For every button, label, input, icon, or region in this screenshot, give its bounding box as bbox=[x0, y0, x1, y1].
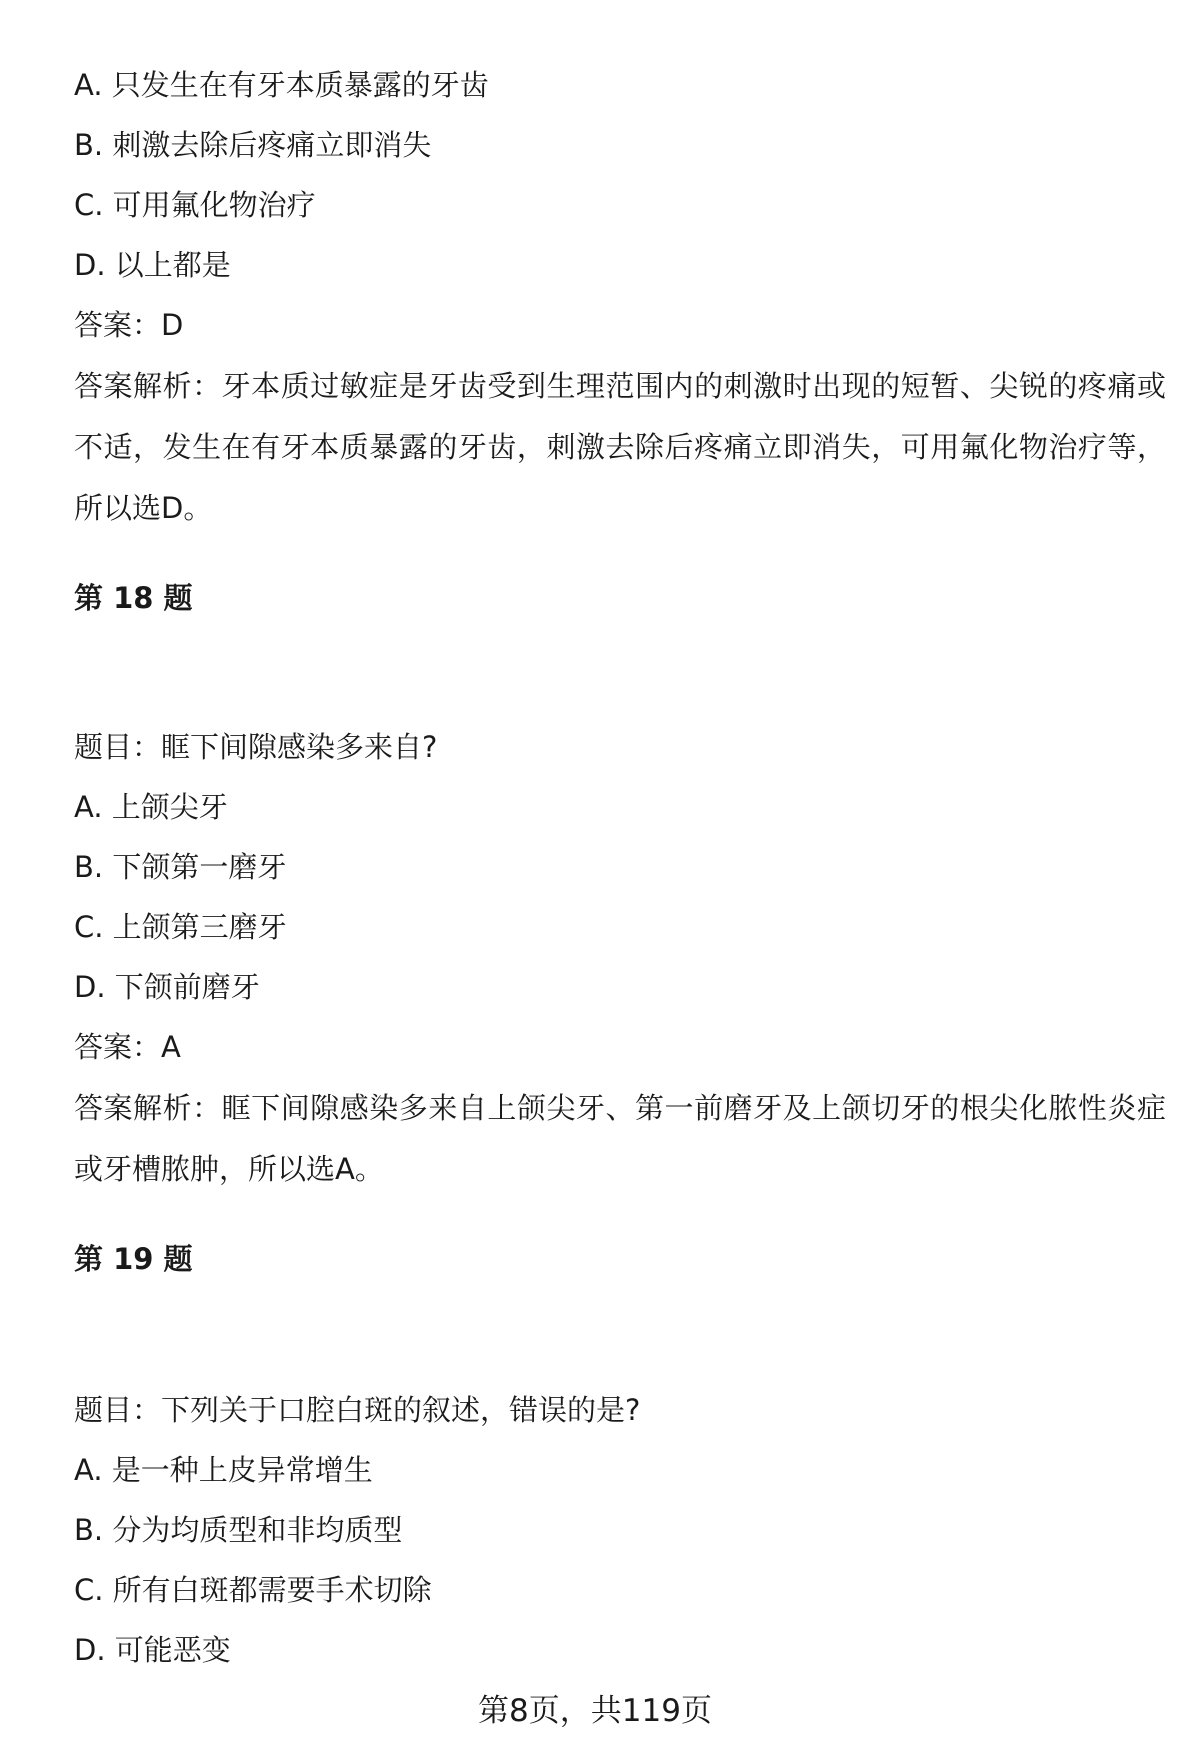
q17-answer: 答案：D bbox=[74, 308, 184, 342]
q19-option-a: A. 是一种上皮异常增生 bbox=[74, 1453, 373, 1487]
q18-heading: 第 18 题 bbox=[74, 581, 193, 615]
q18-option-b: B. 下颌第一磨牙 bbox=[74, 850, 287, 884]
q19-heading: 第 19 题 bbox=[74, 1242, 193, 1276]
q19-question: 题目：下列关于口腔白斑的叙述，错误的是? bbox=[74, 1393, 641, 1427]
page-number-footer: 第8页，共119页 bbox=[478, 1693, 712, 1729]
q17-option-d: D. 以上都是 bbox=[74, 248, 231, 282]
q17-option-b: B. 刺激去除后疼痛立即消失 bbox=[74, 128, 432, 162]
q19-option-b: B. 分为均质型和非均质型 bbox=[74, 1513, 403, 1547]
q18-option-a: A. 上颌尖牙 bbox=[74, 790, 228, 824]
q18-question: 题目：眶下间隙感染多来自? bbox=[74, 730, 438, 764]
q18-answer: 答案：A bbox=[74, 1030, 181, 1064]
q18-option-c: C. 上颌第三磨牙 bbox=[74, 910, 287, 944]
q18-option-d: D. 下颌前磨牙 bbox=[74, 970, 260, 1004]
q17-explanation: 答案解析：牙本质过敏症是牙齿受到生理范围内的刺激时出现的短暂、尖锐的疼痛或不适，发生在有牙本质暴露的牙齿，刺激去除后疼痛立即消失，可用氟化物治疗等，所以选D。 bbox=[74, 369, 1166, 525]
q19-option-c: C. 所有白斑都需要手术切除 bbox=[74, 1573, 432, 1607]
q18-explanation: 答案解析：眶下间隙感染多来自上颌尖牙、第一前磨牙及上颌切牙的根尖化脓性炎症或牙槽脓肿，所以选A。 bbox=[74, 1091, 1166, 1186]
q17-option-c: C. 可用氟化物治疗 bbox=[74, 188, 316, 222]
q19-option-d: D. 可能恶变 bbox=[74, 1633, 231, 1667]
q17-option-a: A. 只发生在有牙本质暴露的牙齿 bbox=[74, 68, 489, 102]
